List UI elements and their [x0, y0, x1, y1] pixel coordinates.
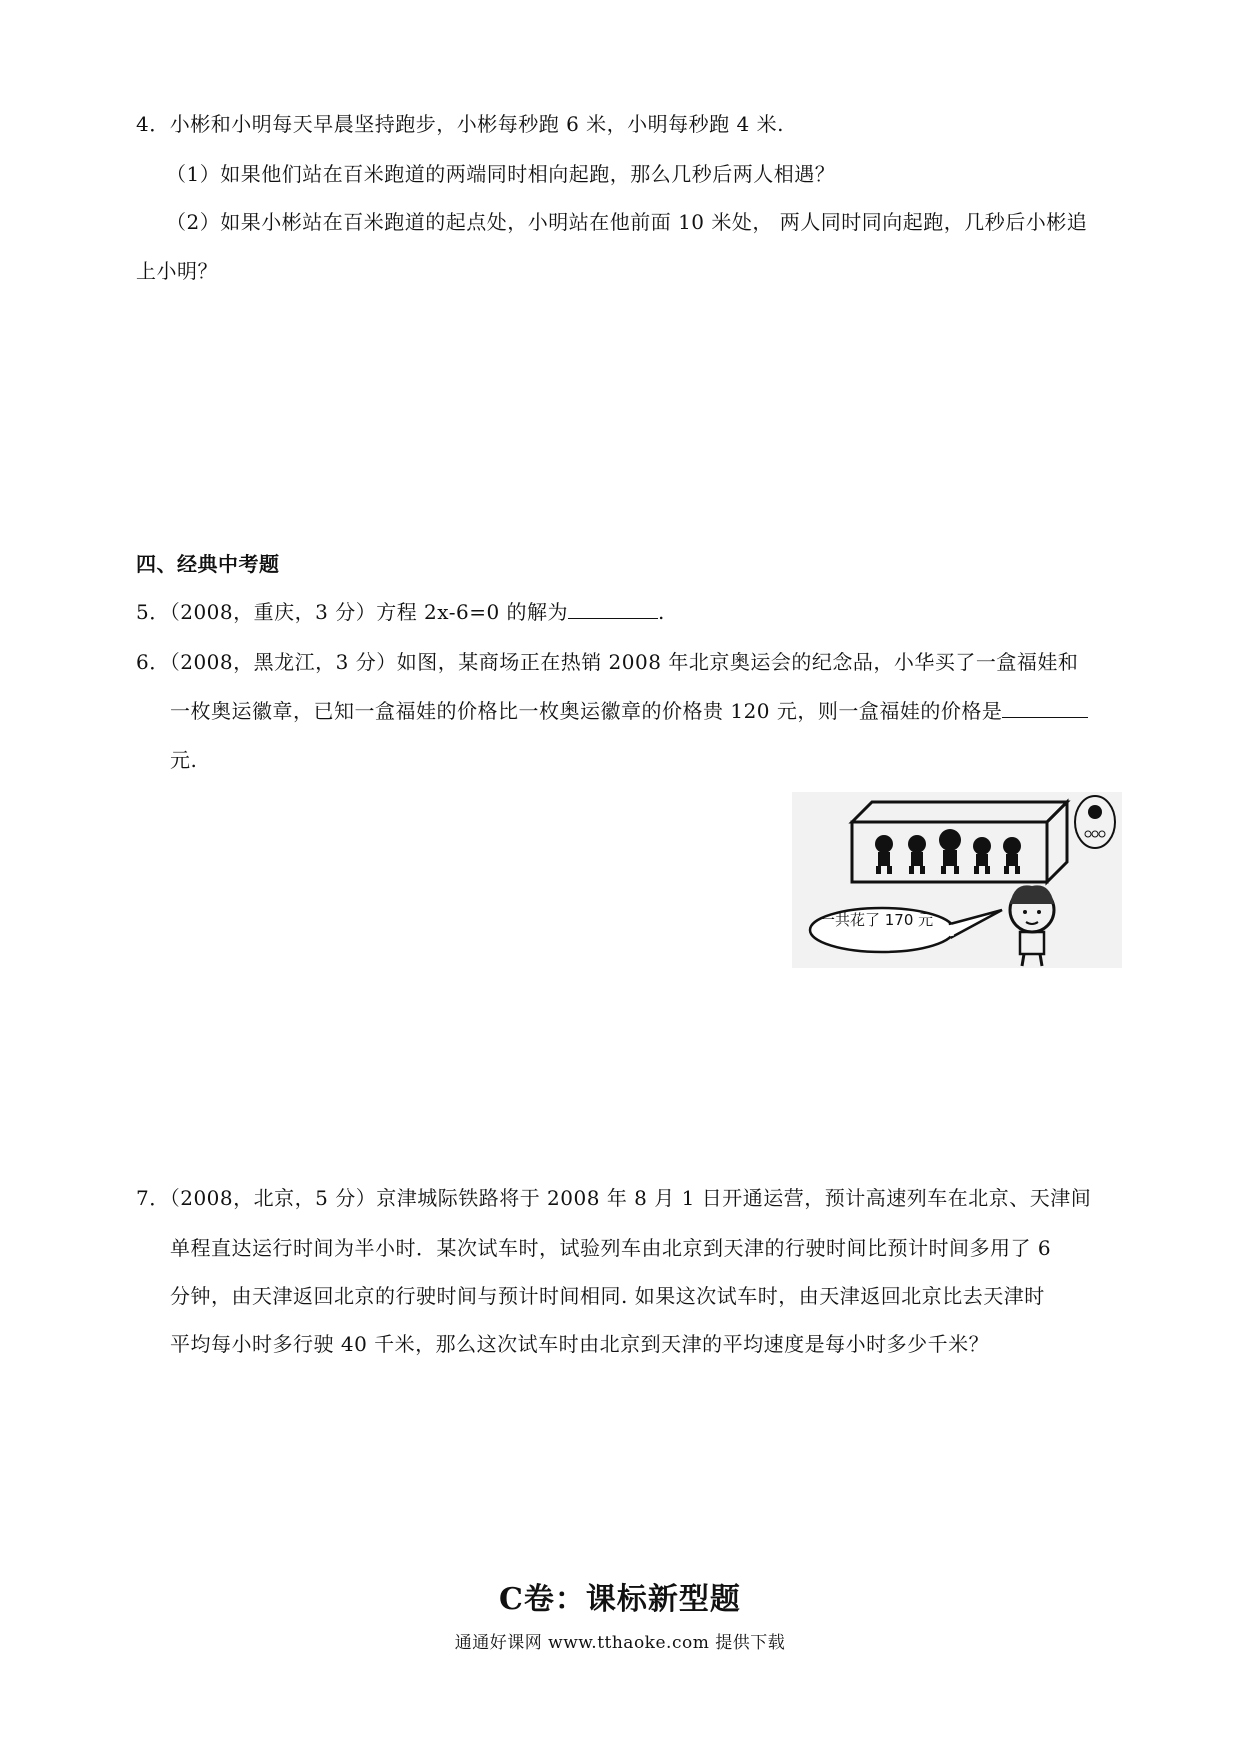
q4-part2-line1: （2）如果小彬站在百米跑道的起点处，小明站在他前面 10 米处， 两人同时同向起跑，几秒后小彬追 — [166, 210, 1088, 234]
q4-part1: （1）如果他们站在百米跑道的两端同时相向起跑，那么几秒后两人相遇？ — [166, 162, 836, 186]
q6-line2 — [170, 697, 1088, 725]
section-four-title: 四、经典中考题 — [136, 552, 280, 576]
q7-line1: 7．（2008，北京，5 分）京津城际铁路将于 2008 年 8 月 1 日开通运营，预计高速列车在北京、天津间 — [136, 1186, 1092, 1210]
page-footer: 通通好课网 www.tthaoke.com 提供下载 — [454, 1633, 786, 1653]
q4-stem: 4．小彬和小明每天早晨坚持跑步，小彬每秒跑 6 米，小明每秒跑 4 米. — [136, 112, 784, 136]
q6-line2-text: 一枚奥运徽章，已知一盒福娃的价格比一枚奥运徽章的价格贵 120 元，则一盒福娃的价格是 — [170, 699, 1003, 723]
q7-line3: 分钟，由天津返回北京的行驶时间与预计时间相同. 如果这次试车时，由天津返回北京比去天津时 — [170, 1284, 1045, 1308]
q6-line1: 6．（2008，黑龙江，3 分）如图，某商场正在热销 2008 年北京奥运会的纪念品，小华买了一盒福娃和 — [136, 650, 1079, 674]
q7-line2: 单程直达运行时间为半小时．某次试车时，试验列车由北京到天津的行驶时间比预计时间多用了 6 — [170, 1236, 1052, 1260]
speech-bubble-caption: 一共花了 170 元 — [820, 911, 934, 929]
q5-period: . — [658, 600, 665, 624]
q6-figure — [792, 792, 1122, 968]
q6-answer-blank — [1002, 697, 1088, 718]
fuwa-box-illustration — [792, 792, 1122, 968]
q5-text: 5．（2008，重庆，3 分）方程 2x-6=0 的解为 — [136, 600, 569, 624]
section-c-title: C卷：课标新型题 — [499, 1582, 741, 1617]
q5-line — [136, 598, 665, 626]
q7-line4: 平均每小时多行驶 40 千米，那么这次试车时由北京到天津的平均速度是每小时多少千米？ — [170, 1332, 990, 1356]
q6-line3: 元. — [170, 748, 198, 772]
q5-answer-blank — [568, 598, 658, 619]
q4-part2-line2: 上小明？ — [136, 259, 218, 283]
